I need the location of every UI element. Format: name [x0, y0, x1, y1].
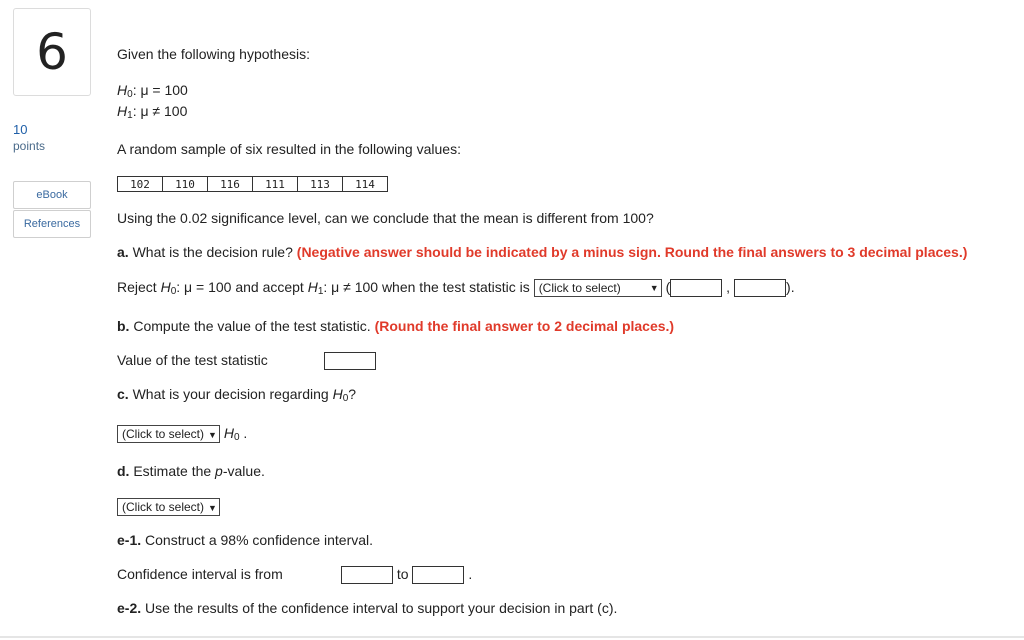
- ci-upper-input[interactable]: [412, 566, 464, 584]
- p-value-select[interactable]: (Click to select) ▼: [117, 498, 220, 516]
- sample-value: 102: [118, 177, 163, 192]
- decision-rule-select[interactable]: (Click to select) ▼: [534, 279, 662, 297]
- hypothesis-intro: Given the following hypothesis:: [117, 46, 310, 62]
- sample-value: 111: [253, 177, 298, 192]
- confidence-interval-inputs: to .: [341, 566, 472, 584]
- test-statistic-input[interactable]: [324, 352, 376, 370]
- part-e1-prompt: e-1. Construct a 98% confidence interval.: [117, 532, 374, 548]
- null-hypothesis: $H_0$: μ = 100: [117, 82, 188, 100]
- confidence-interval-label: Confidence interval is from: [117, 566, 283, 582]
- sample-value: 110: [163, 177, 208, 192]
- points-value: 10: [13, 122, 28, 137]
- main-question: Using the 0.02 significance level, can we conclude that the mean is different from 100?: [117, 210, 654, 226]
- sample-value: 116: [208, 177, 253, 192]
- part-b-prompt: b. Compute the value of the test statistic. (Round the final answer to 2 decimal places.): [117, 318, 675, 334]
- part-d-prompt: d. Estimate the p-value.: [117, 463, 265, 479]
- critical-value-2-input[interactable]: [734, 279, 786, 297]
- chevron-down-icon: ▼: [649, 283, 659, 294]
- test-statistic-label: Value of the test statistic: [117, 352, 268, 368]
- sample-values-table: [117, 176, 388, 192]
- decision-rule-line: Reject $H_0$: μ = 100 and accept $H_1$: μ ≠ 100 when the test statistic is (Click to select) ▼ ( , ).: [117, 279, 795, 297]
- points-label: points: [13, 139, 46, 153]
- ebook-button[interactable]: eBook: [13, 181, 91, 209]
- points-info: [13, 122, 45, 154]
- ci-lower-input[interactable]: [341, 566, 393, 584]
- decision-select[interactable]: (Click to select) ▼: [117, 425, 220, 443]
- sample-value: 114: [343, 177, 388, 192]
- sample-intro: A random sample of six resulted in the following values:: [117, 141, 461, 157]
- critical-value-1-input[interactable]: [670, 279, 722, 297]
- part-a-prompt: a. What is the decision rule? (Negative answer should be indicated by a minus sign. Round the final answers to 3 decimal places.): [117, 244, 968, 260]
- decision-line: (Click to select) ▼ $H_0$ .: [117, 425, 247, 443]
- p-value-line: [117, 498, 220, 516]
- part-e2-prompt: e-2. Use the results of the confidence interval to support your decision in part (c).: [117, 600, 618, 616]
- references-button[interactable]: References: [13, 210, 91, 238]
- bottom-divider: [0, 636, 1024, 638]
- question-number: 6: [13, 8, 91, 96]
- chevron-down-icon: ▼: [208, 430, 217, 441]
- sample-value: 113: [298, 177, 343, 192]
- part-c-prompt: c. What is your decision regarding $H_0$?: [117, 386, 357, 404]
- alternative-hypothesis: $H_1$: μ ≠ 100: [117, 103, 188, 121]
- chevron-down-icon: ▼: [208, 503, 217, 514]
